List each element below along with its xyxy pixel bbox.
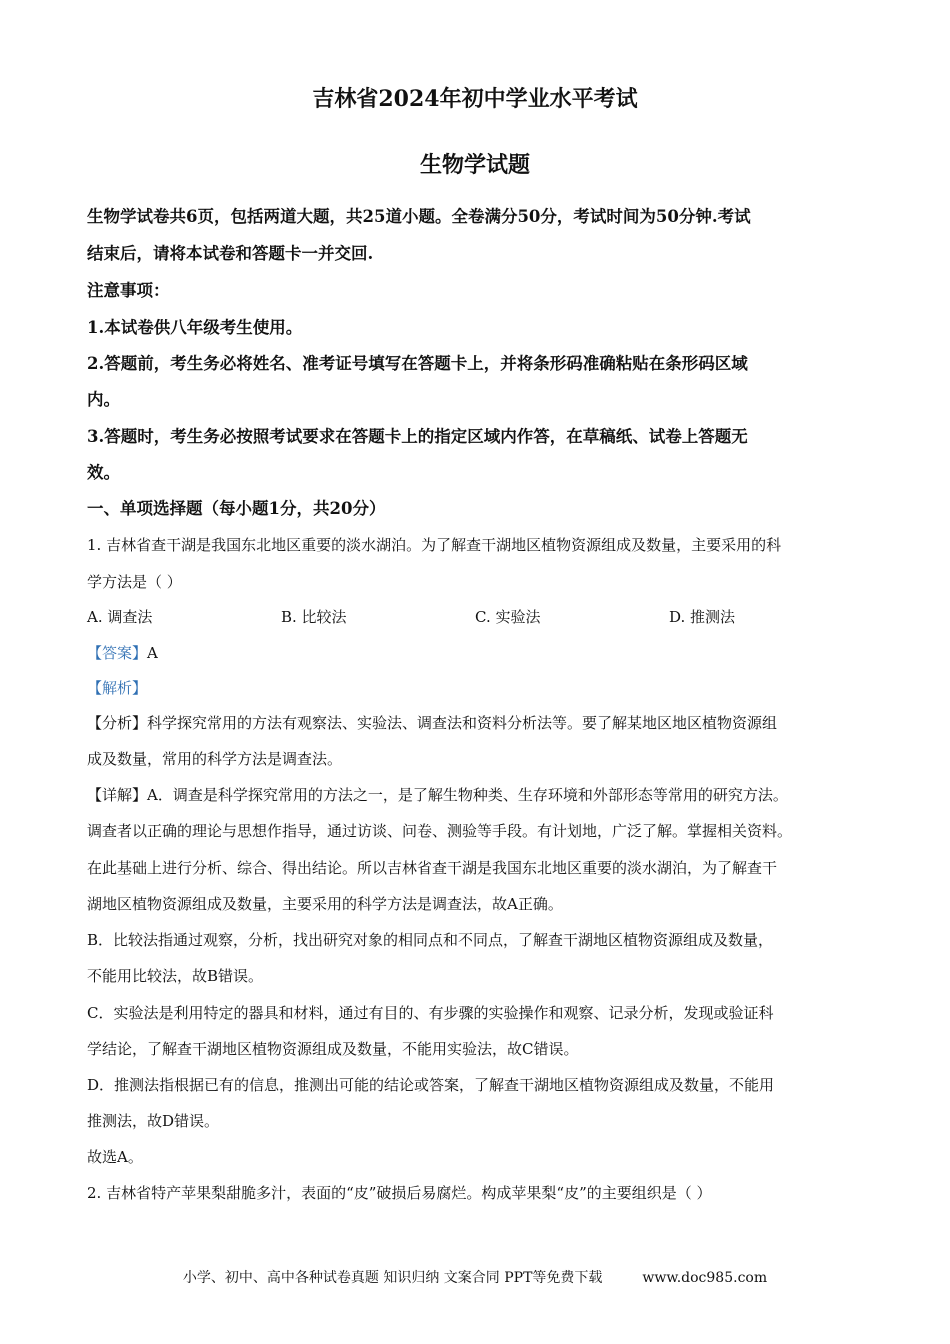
q1-analysis-line-6: 湖地区植物资源组成及数量，主要采用的科学方法是调查法，故A正确。 bbox=[87, 895, 563, 913]
note-line-1: 1.本试卷供八年级考生使用。 bbox=[87, 318, 303, 337]
q1-analysis-line-4: 调查者以正确的理论与思想作指导，通过访谈、问卷、测验等手段。有计划地，广泛了解。掌握相关资料。 bbox=[87, 822, 793, 840]
answer-value: A bbox=[147, 644, 158, 662]
note-line-5: 效。 bbox=[87, 463, 120, 482]
q1-option-d: D. 推测法 bbox=[669, 608, 736, 626]
notes-heading: 注意事项： bbox=[87, 281, 170, 300]
footer-url[interactable]: www.doc985.com bbox=[642, 1270, 768, 1286]
q1-option-c: C. 实验法 bbox=[475, 608, 541, 626]
page-footer bbox=[0, 1268, 950, 1288]
exam-subtitle: 生物学试题 bbox=[419, 152, 530, 178]
q1-answer bbox=[87, 642, 158, 664]
q1-analysis-line-13: 故选A。 bbox=[87, 1148, 143, 1166]
q1-stem-line-1: 1. 吉林省查干湖是我国东北地区重要的淡水湖泊。为了解查干湖地区植物资源组成及数量，主要采用的科 bbox=[87, 536, 782, 554]
q1-analysis-line-11: D．推测法指根据已有的信息，推测出可能的结论或答案，了解查干湖地区植物资源组成及数量，不能用 bbox=[87, 1076, 775, 1094]
q1-analysis-line-10: 学结论，了解查干湖地区植物资源组成及数量，不能用实验法，故C错误。 bbox=[87, 1040, 579, 1058]
note-line-4: 3.答题时，考生务必按照考试要求在答题卡上的指定区域内作答，在草稿纸、试卷上答题无 bbox=[87, 427, 748, 446]
exam-title: 吉林省2024年初中学业水平考试 bbox=[312, 86, 638, 112]
q1-analysis-line-7: B．比较法指通过观察，分析，找出研究对象的相同点和不同点，了解查干湖地区植物资源组成及数量， bbox=[87, 931, 774, 949]
q1-analysis-line-12: 推测法，故D错误。 bbox=[87, 1112, 220, 1130]
q1-stem-line-2: 学方法是（ ） bbox=[87, 573, 182, 591]
q2-stem: 2. 吉林省特产苹果梨甜脆多汁，表面的“皮”破损后易腐烂。构成苹果梨“皮”的主要组织是（ ） bbox=[87, 1184, 712, 1202]
q1-option-b: B. 比较法 bbox=[281, 608, 347, 626]
note-line-3: 内。 bbox=[87, 390, 120, 409]
q1-analysis-line-2: 成及数量，常用的科学方法是调查法。 bbox=[87, 750, 343, 768]
intro-line-2: 结束后，请将本试卷和答题卡一并交回. bbox=[87, 244, 374, 263]
q1-analysis-line-5: 在此基础上进行分析、综合、得出结论。所以吉林省查干湖是我国东北地区重要的淡水湖泊，为了解查干 bbox=[87, 859, 778, 877]
intro-line-1: 生物学试卷共6页，包括两道大题，共25道小题。全卷满分50分，考试时间为50分钟.考试 bbox=[87, 207, 751, 226]
q1-option-a: A. 调查法 bbox=[87, 608, 153, 626]
q1-analysis-line-3: 【详解】A．调查是科学探究常用的方法之一，是了解生物种类、生存环境和外部形态等常用的研究方法。 bbox=[87, 786, 788, 804]
q1-analysis-tag-line bbox=[87, 677, 147, 699]
q1-analysis-line-9: C．实验法是利用特定的器具和材料，通过有目的、有步骤的实验操作和观察、记录分析，发现或验证科 bbox=[87, 1004, 774, 1022]
q1-analysis-line-1: 【分析】科学探究常用的方法有观察法、实验法、调查法和资料分析法等。要了解某地区地区植物资源组 bbox=[87, 714, 778, 732]
section-heading: 一、单项选择题（每小题1分，共20分） bbox=[87, 499, 386, 518]
footer-text: 小学、初中、高中各种试卷真题 知识归纳 文案合同 PPT等免费下载 bbox=[182, 1270, 603, 1286]
q1-analysis-line-8: 不能用比较法，故B错误。 bbox=[87, 967, 264, 985]
answer-tag: 【答案】 bbox=[87, 644, 148, 662]
note-line-2: 2.答题前，考生务必将姓名、准考证号填写在答题卡上，并将条形码准确粘贴在条形码区域 bbox=[87, 354, 748, 373]
analysis-tag: 【解析】 bbox=[87, 679, 148, 697]
